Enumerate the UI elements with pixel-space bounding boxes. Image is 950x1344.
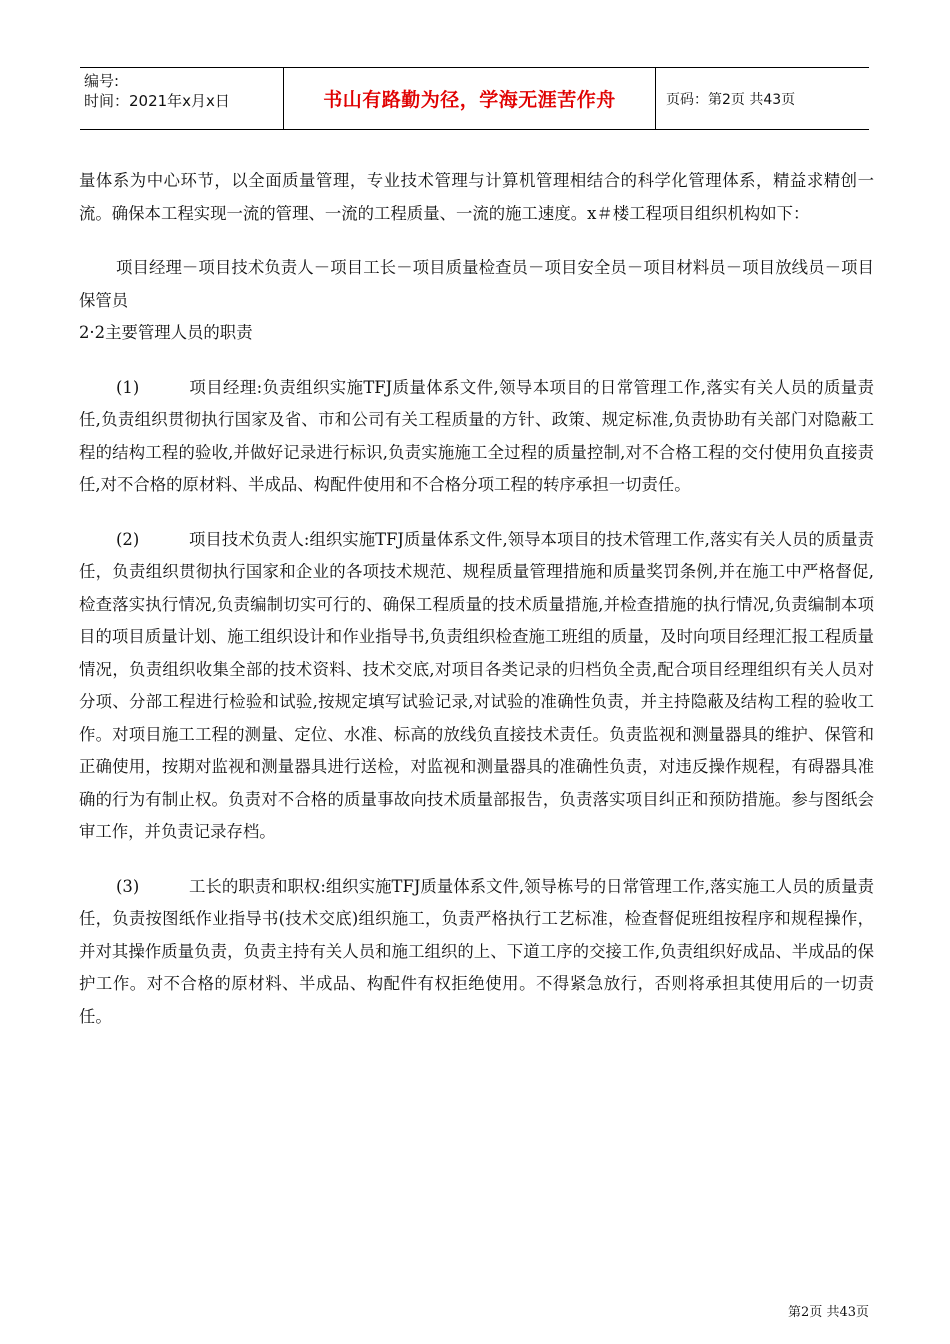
item-number: (3): [116, 876, 140, 896]
document-body: [79, 165, 874, 1033]
item-number: (1): [116, 377, 140, 397]
page-footer: 第2页 共43页: [788, 1305, 869, 1320]
paragraph-intro: 量体系为中心环节，以全面质量管理，专业技术管理与计算机管理相结合的科学化管理体系，精益求精创一流。确保本工程实现一流的管理、一流的工程质量、一流的施工速度。x＃楼工程项目组织机构如下：: [79, 171, 874, 223]
duty-item-2: [79, 524, 874, 849]
duty-item-1: [79, 372, 874, 502]
document-number-label: 编号:: [84, 72, 120, 90]
document-date-label: 时间：2021年x月x日: [84, 92, 230, 110]
header-page-number: 页码：第2页 共43页: [666, 91, 796, 108]
item-text: 项目技术负责人:组织实施TFJ质量体系文件,领导本项目的技术管理工作,落实有关人员的质量责任，负责组织贯彻执行国家和企业的各项技术规范、规程质量管理措施和质量奖罚条例,并在施工中严格督促,检查落实执行情况,负责编制切实可行的、确保工程质量的技术质量措施,并检查措施的执行情况,负责编制本项目的项目质量计划、施工组织设计和作业指导书,负责组织检查施工班组的质量，及时向项目经理汇报工程质量情况，负责组织收集全部的技术资料、技术交底,对项目各类记录的归档负全责,配合项目经理组织有关人员对分项、分部工程进行检验和试验,按规定填写试验记录,对试验的准确性负责，并主持隐蔽及结构工程的验收工作。对项目施工工程的测量、定位、水准、标高的放线负直接技术责任。负责监视和测量器具的维护、保管和正确使用，按期对监视和测量器具进行送检，对监视和测量器具的准确性负责，对违反操作规程，有碍器具准确的行为有制止权。负责对不合格的质量事故向技术质量部报告，负责落实项目纠正和预防措施。参与图纸会审工作，并负责记录存档。: [79, 529, 874, 841]
item-number: (2): [116, 529, 140, 549]
item-text: 项目经理:负责组织实施TFJ质量体系文件,领导本项目的日常管理工作,落实有关人员的质量责任,负责组织贯彻执行国家及省、市和公司有关工程质量的方针、政策、规定标准,负责协助有关部门对隐蔽工程的结构工程的验收,并做好记录进行标识,负责实施施工全过程的质量控制,对不合格工程的交付使用负直接责任,对不合格的原材料、半成品、构配件使用和不合格分项工程的转序承担一切责任。: [79, 377, 874, 494]
paragraph-org-structure: 项目经理－项目技术负责人－项目工长－项目质量检查员－项目安全员－项目材料员－项目放线员－项目保管员: [79, 258, 874, 310]
document-header: [80, 67, 869, 130]
item-text: 工长的职责和职权:组织实施TFJ质量体系文件,领导栋号的日常管理工作,落实施工人员的质量责任，负责按图纸作业指导书(技术交底)组织施工，负责严格执行工艺标准，检查督促班组按程序和规程操作，并对其操作质量负责，负责主持有关人员和施工组织的上、下道工序的交接工作,负责组织好成品、半成品的保护工作。对不合格的原材料、半成品、构配件有权拒绝使用。不得紧急放行，否则将承担其使用后的一切责任。: [79, 876, 874, 1026]
duty-item-3: [79, 871, 874, 1034]
header-motto: 书山有路勤为径，学海无涯苦作舟: [283, 68, 656, 129]
header-meta: [80, 68, 283, 129]
section-heading: 2·2主要管理人员的职责: [79, 323, 253, 342]
